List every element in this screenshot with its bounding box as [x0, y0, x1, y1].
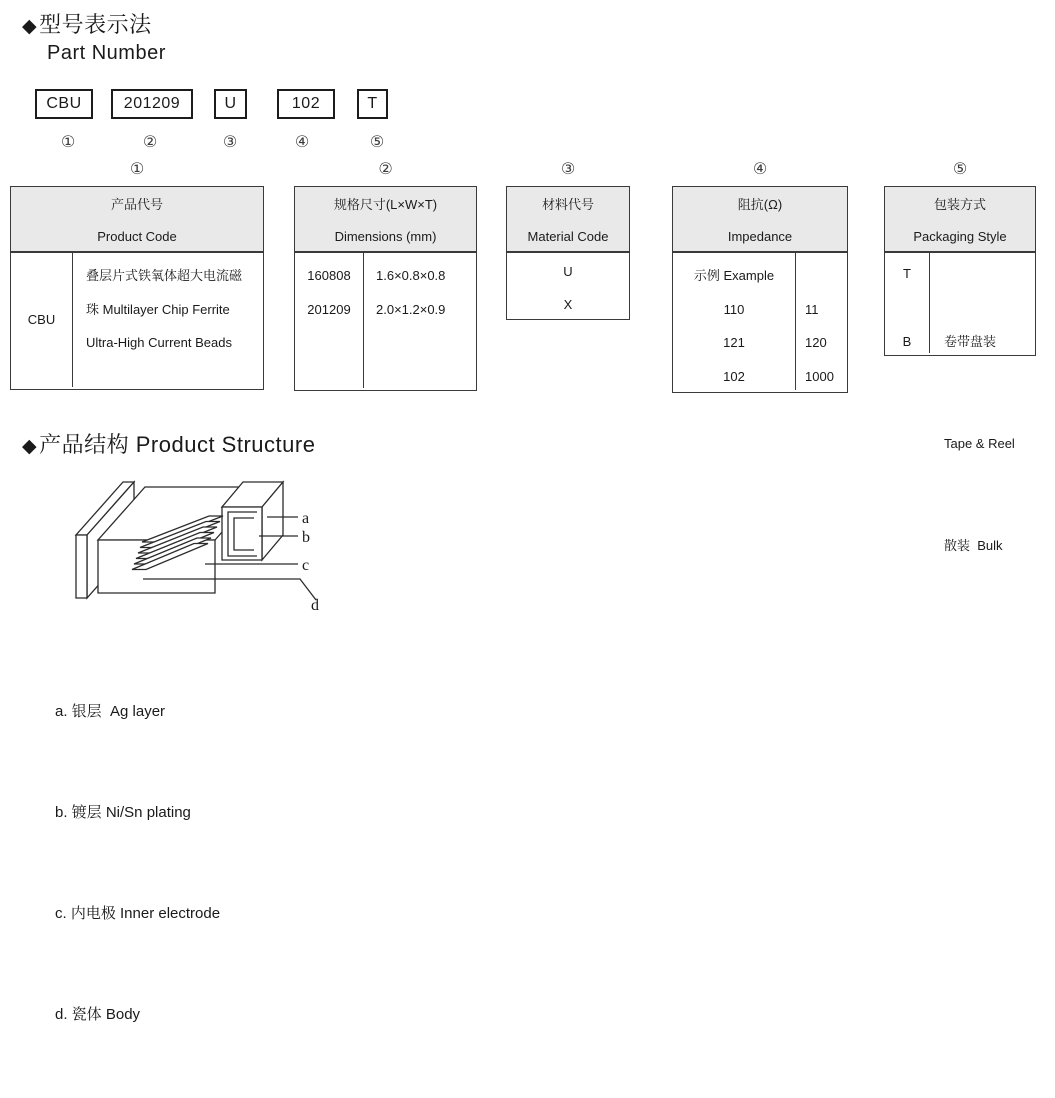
size-code-cell: 201209	[307, 301, 351, 317]
table-packaging	[884, 159, 1036, 553]
material-code-cell: U	[563, 264, 573, 279]
legend-item-c: c. 内电极 Inner electrode	[55, 904, 221, 922]
impedance-value-cell: 120	[805, 335, 827, 350]
impedance-code-column	[673, 253, 796, 390]
impedance-value-column	[796, 253, 847, 390]
material-code-column	[507, 253, 629, 317]
part-number-title-en: Part Number	[47, 42, 166, 64]
header-en: Product Code	[97, 229, 177, 244]
diagram-label-b: b	[302, 529, 310, 546]
chip-structure-diagram	[55, 474, 345, 619]
part-segment-box-4: 102	[277, 89, 335, 119]
table-impedance	[672, 159, 848, 393]
table-index-3: ③	[560, 161, 576, 178]
impedance-value-cell: 1000	[805, 368, 834, 384]
size-code-column	[295, 253, 364, 388]
product-desc-cell	[73, 253, 263, 387]
header-cn: 阻抗(Ω)	[737, 197, 783, 212]
table-dimensions	[294, 159, 477, 391]
part-segment-index-5: ⑤	[369, 134, 385, 151]
legend-item-d: d. 瓷体 Body	[55, 1005, 141, 1023]
table-impedance-header	[673, 187, 847, 253]
packaging-desc-cell: 散装 Bulk	[944, 538, 1003, 553]
diamond-bullet-icon: ◆	[22, 436, 38, 457]
diagram-label-a: a	[302, 510, 310, 527]
desc-line: Ultra-High Current Beads	[86, 335, 232, 350]
section-title-part-number	[22, 8, 152, 39]
legend-item-b: b. 镀层 Ni/Sn plating	[55, 803, 191, 821]
packaging-desc-column	[930, 253, 1035, 553]
size-code-cell: 160808	[307, 268, 351, 283]
packaging-code-cell: T	[903, 266, 911, 281]
part-segment-index-4: ④	[294, 134, 310, 151]
size-value-column	[364, 253, 476, 388]
part-segment-box-5: T	[357, 89, 388, 119]
part-segment-box-1: CBU	[35, 89, 93, 119]
header-cn: 包装方式	[933, 197, 986, 212]
table-index-1: ①	[129, 161, 145, 178]
part-number-title-cn: 型号表示法	[39, 12, 152, 37]
desc-line: 珠 Multilayer Chip Ferrite	[86, 301, 230, 317]
table-dimensions-header	[295, 187, 476, 253]
header-en: Material Code	[527, 229, 609, 244]
table-product-code	[10, 159, 264, 390]
size-value-cell: 1.6×0.8×0.8	[376, 268, 446, 283]
table-packaging-header	[885, 187, 1035, 253]
impedance-code-cell: 102	[723, 368, 745, 384]
empty-cell	[885, 291, 929, 325]
header-en: Dimensions (mm)	[334, 229, 437, 244]
header-cn: 产品代号	[110, 197, 163, 212]
header-en: Impedance	[727, 229, 793, 244]
impedance-code-cell: 110	[723, 301, 745, 317]
empty-cell	[805, 259, 847, 293]
legend-item-a: a. 银层 Ag layer	[55, 703, 166, 721]
diamond-bullet-icon: ◆	[22, 16, 38, 37]
impedance-example-label: 示例 Example	[693, 268, 775, 283]
packaging-code-cell: B	[902, 333, 912, 349]
table-product-code-header	[11, 187, 263, 253]
table-index-5: ⑤	[952, 161, 968, 178]
table-index-2: ②	[378, 161, 393, 178]
product-structure-title: 产品结构 Product Structure	[39, 432, 316, 457]
header-cn: 规格尺寸(L×W×T)	[333, 197, 438, 212]
header-en: Packaging Style	[913, 229, 1007, 244]
table-material-header	[507, 187, 629, 253]
structure-legend	[55, 628, 220, 1098]
packaging-desc-cell: Tape & Reel	[944, 436, 1015, 451]
impedance-value-cell: 11	[805, 301, 819, 317]
part-segment-index-3: ③	[222, 134, 238, 151]
packaging-code-column	[885, 253, 930, 353]
impedance-code-cell: 121	[723, 335, 745, 350]
product-code-cell: CBU	[11, 253, 73, 387]
section-title-product-structure	[22, 428, 315, 459]
desc-line: 叠层片式铁氧体超大电流磁	[86, 268, 243, 283]
packaging-desc-cell: 卷带盘装	[944, 334, 997, 349]
part-segment-box-3: U	[214, 89, 247, 119]
part-segment-index-2: ②	[142, 134, 158, 151]
diagram-label-c: c	[302, 557, 310, 574]
part-segment-index-1: ①	[60, 134, 76, 151]
table-index-4: ④	[752, 161, 768, 178]
size-value-cell: 2.0×1.2×0.9	[376, 301, 446, 317]
part-segment-box-2: 201209	[111, 89, 193, 119]
diagram-label-d: d	[311, 597, 319, 614]
table-material	[506, 159, 630, 320]
header-cn: 材料代号	[541, 197, 594, 212]
material-code-cell: X	[563, 297, 573, 312]
